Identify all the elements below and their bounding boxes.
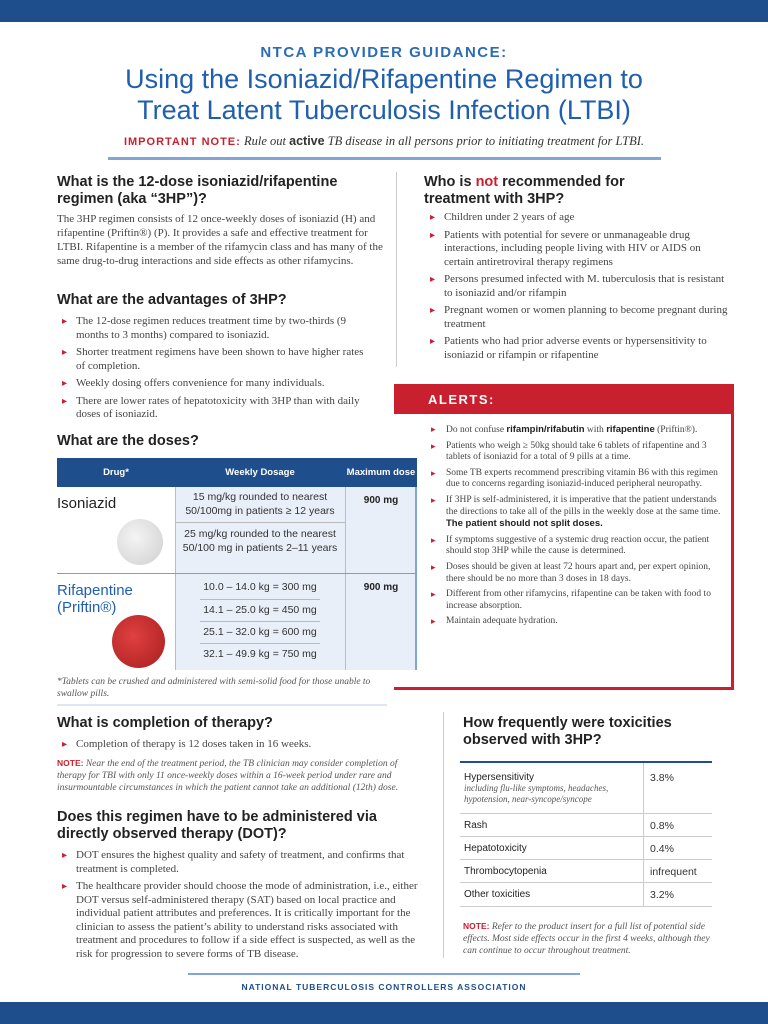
what-is-body: The 3HP regimen consists of 12 once-weekly doses of isoniazid (H) and rifapentine (Priftin®) (P). It provides a safe and effective treatment for LTBI. Rifapentine is a member of the rifamycin class and has many of the same drug-to-drug interactions and side effects as other rifamycins. <box>57 213 383 267</box>
list-item: ▸ Children under 2 years of age <box>428 211 728 225</box>
alerts-heading: ALERTS: <box>394 384 734 414</box>
toxicities-note: NOTE: Refer to the product insert for a full list of potential side effects. Most side effects occur in the first 4 weeks, although they can continue to occur throughout treatment. <box>463 921 710 956</box>
alert-item: ▸ If 3HP is self-administered, it is imperative that the patient understands the directions to take all of the pills in the weekly dose at the same time. The patient should not split doses. <box>430 495 726 531</box>
col-weekly: Weekly Dosage <box>225 466 295 478</box>
completion-note: NOTE: Near the end of the treatment period, the TB clinician may consider completion of therapy for TBI with only 11 once-weekly doses within a 16-week period under rare and insurmountable circumstances in which the patient cannot take an additional (12th) dose. <box>57 758 399 793</box>
page-title <box>40 64 728 126</box>
dose-table-header <box>57 458 417 487</box>
rifapentine-dose-row: 32.1 – 49.9 kg = 750 mg <box>203 648 317 660</box>
list-item: ▸ Completion of therapy is 12 doses taken in 16 weeks. <box>60 738 390 752</box>
toxicity-name: Hypersensitivity <box>464 772 535 783</box>
toxicity-name: Thrombocytopenia <box>464 866 547 877</box>
toxicity-value: 0.8% <box>650 820 674 832</box>
drug-rifapentine: Rifapentine (Priftin®) <box>57 582 133 616</box>
rifapentine-dose-row: 14.1 – 25.0 kg = 450 mg <box>203 604 317 616</box>
list-item: ▸ Persons presumed infected with M. tuberculosis that is resistant to isoniazid and/or rifampin <box>428 273 728 300</box>
toxicity-value: infrequent <box>650 866 697 878</box>
not-recommended-heading: Who is not recommended for treatment with 3HP? <box>424 174 625 207</box>
dose-footnote: *Tablets can be crushed and administered with semi-solid food for those unable to swallow pills. <box>57 677 371 699</box>
col-drug: Drug* <box>103 466 129 478</box>
list-item: ▸ The 12-dose regimen reduces treatment time by two-thirds (9 months to 3 months) compared to isoniazid. <box>60 315 370 342</box>
bottom-bar <box>0 1002 768 1024</box>
toxicity-row <box>460 763 712 814</box>
column-divider <box>396 172 397 367</box>
toxicity-sub: including flu-like symptoms, headaches, hypotension, near-syncope/syncope <box>464 783 609 804</box>
alert-item: ▸ Some TB experts recommend prescribing vitamin B6 with this regimen due to concerns regarding isoniazid-induced peripheral neuropathy. <box>430 468 726 491</box>
toxicity-value: 3.2% <box>650 889 674 901</box>
toxicity-name: Rash <box>464 820 488 831</box>
col-max: Maximum dose <box>346 466 416 478</box>
isoniazid-max-dose: 900 mg <box>363 495 399 506</box>
important-note <box>0 134 768 149</box>
toxicity-name: Hepatotoxicity <box>464 843 527 854</box>
not-recommended-list <box>428 211 728 366</box>
alerts-list <box>430 424 726 632</box>
list-item: ▸ Pregnant women or women planning to become pregnant during treatment <box>428 304 728 331</box>
advantages-heading: What are the advantages of 3HP? <box>57 292 287 308</box>
toxicity-row <box>460 860 712 883</box>
list-item: ▸ Shorter treatment regimens have been shown to have higher rates of completion. <box>60 346 370 373</box>
top-bar <box>0 0 768 22</box>
alert-item: ▸ Patients who weigh ≥ 50kg should take 6 tablets of rifapentine and 3 tablets of isoniazid for a total of 9 pills at a time. <box>430 441 726 464</box>
rifapentine-max-dose: 900 mg <box>363 582 399 593</box>
rifapentine-dose-row: 10.0 – 14.0 kg = 300 mg <box>203 581 317 593</box>
list-item: ▸ DOT ensures the highest quality and safety of treatment, and confirms that treatment is completed. <box>60 849 430 876</box>
completion-heading: What is completion of therapy? <box>57 715 273 731</box>
completion-list <box>60 738 390 756</box>
kicker: NTCA PROVIDER GUIDANCE: <box>260 44 508 61</box>
alert-item: ▸ Doses should be given at least 72 hours apart and, per expert opinion, there should be no more than 3 doses in 18 days. <box>430 562 726 585</box>
toxicity-row <box>460 837 712 860</box>
isoniazid-adult-dose: 15 mg/kg rounded to nearest 50/100mg in patients ≥ 12 years <box>185 491 335 517</box>
title-line-1: Using the Isoniazid/Rifapentine Regimen to <box>125 64 643 94</box>
list-item: ▸ The healthcare provider should choose the mode of administration, i.e., either DOT versus self-administered therapy (SAT) based on local practice and individual patient attributes and preferences. It is critically important for the clinician to assess the patient’s ability to understand risks associated with treatment and procedures to follow if a side effect is suspected, as well as the risk for progression to severe forms of TB disease. <box>60 880 430 961</box>
isoniazid-tablet-image <box>117 519 163 565</box>
alert-item: ▸ Do not confuse rifampin/rifabutin with rifapentine (Priftin®). <box>430 424 726 437</box>
toxicity-value: 3.8% <box>650 772 674 784</box>
advantages-list <box>60 315 370 426</box>
title-rule <box>108 157 661 160</box>
dot-heading: Does this regimen have to be administered via directly observed therapy (DOT)? <box>57 809 377 842</box>
what-is-heading: What is the 12-dose isoniazid/rifapentine regimen (aka “3HP”)? <box>57 174 338 207</box>
list-item: ▸ Weekly dosing offers convenience for many individuals. <box>60 377 370 391</box>
doses-heading: What are the doses? <box>57 433 199 449</box>
isoniazid-child-dose: 25 mg/kg rounded to the nearest 50/100 mg in patients 2–11 years <box>182 528 338 554</box>
toxicity-row <box>460 814 712 837</box>
column-divider <box>443 712 444 958</box>
important-label: IMPORTANT NOTE: <box>123 136 241 148</box>
list-item: ▸ Patients with potential for severe or unmanageable drug interactions, including people living with HIV or AIDS on certain antiretroviral therapy regimens <box>428 229 728 270</box>
footer-rule <box>188 973 580 975</box>
toxicity-name: Other toxicities <box>464 889 531 900</box>
alert-item: ▸ Different from other rifamycins, rifapentine can be taken with food to increase absorption. <box>430 589 726 612</box>
list-item: ▸ There are lower rates of hepatotoxicity with 3HP than with daily doses of isoniazid. <box>60 395 370 422</box>
toxicity-row <box>460 883 712 907</box>
alert-item: ▸ If symptoms suggestive of a systemic drug reaction occur, the patient should stop 3HP while the cause is determined. <box>430 535 726 558</box>
important-text: Rule out active TB disease in all persons prior to initiating treatment for LTBI. <box>244 134 645 148</box>
toxicities-heading: How frequently were toxicities observed with 3HP? <box>463 715 672 748</box>
drug-isoniazid: Isoniazid <box>57 495 117 512</box>
rifapentine-tablet-image <box>112 615 165 668</box>
footer-org: NATIONAL TUBERCULOSIS CONTROLLERS ASSOCIATION <box>241 982 527 992</box>
dot-list <box>60 849 430 965</box>
alert-item: ▸ Maintain adequate hydration. <box>430 616 726 628</box>
list-item: ▸ Patients who had prior adverse events or hypersensitivity to isoniazid or rifampin or rifapentine <box>428 335 728 362</box>
rifapentine-dose-row: 25.1 – 32.0 kg = 600 mg <box>203 626 317 638</box>
toxicity-value: 0.4% <box>650 843 674 855</box>
title-line-2: Treat Latent Tuberculosis Infection (LTBI) <box>137 95 631 125</box>
